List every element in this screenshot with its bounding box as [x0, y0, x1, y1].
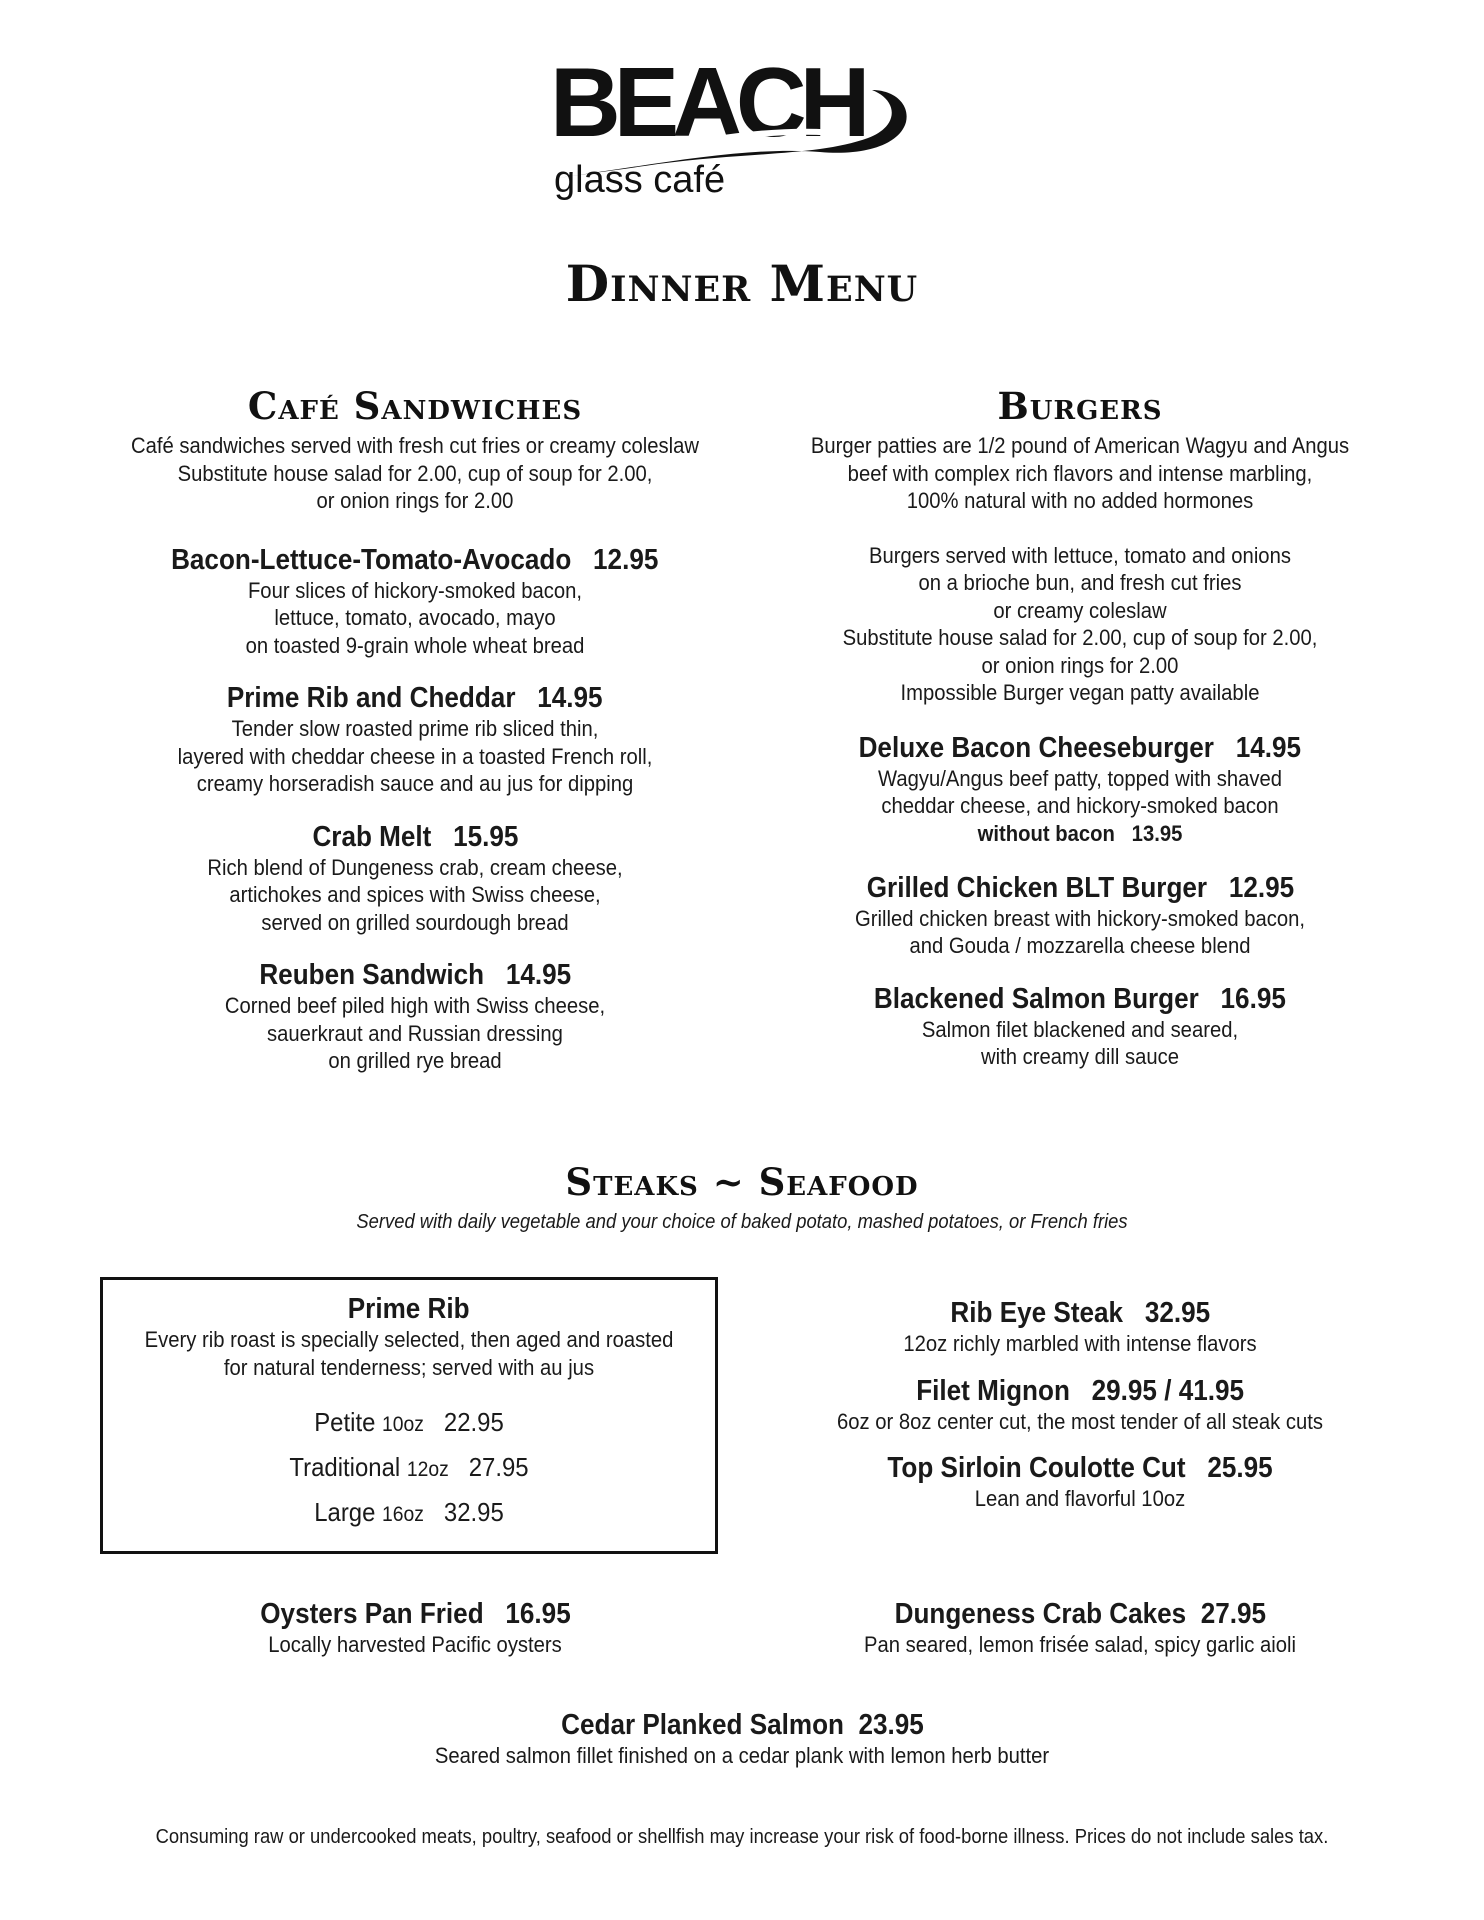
steaks-seafood-note: Served with daily vegetable and your choice of baked potato, mashed potatoes, or French fries	[356, 1211, 1128, 1233]
menu-item-grilled-chicken-blt-burger	[760, 871, 1400, 960]
size-label: Petite	[314, 1407, 376, 1437]
logo-graphic	[548, 60, 928, 210]
beach-glass-cafe-logo	[548, 60, 928, 210]
prime-rib-size-traditional	[127, 1446, 690, 1491]
item-description: 12oz richly marbled with intense flavors	[903, 1331, 1257, 1356]
size-weight: 12oz	[406, 1458, 449, 1481]
cafe-sandwiches-note: Café sandwiches served with fresh cut fries or creamy coleslaw Substitute house salad for 2.00, cup of soup for 2.00, or onion rings for 2.00	[130, 433, 700, 513]
item-name: Cedar Planked Salmon 23.95	[560, 1709, 924, 1741]
prime-rib-box	[100, 1277, 718, 1554]
item-variant-price: without bacon 13.95	[977, 820, 1183, 846]
item-description: Tender slow roasted prime rib sliced thin, layered with cheddar cheese in a toasted French roll, creamy horseradish sauce and au jus for dipping	[177, 716, 653, 796]
item-description: Grilled chicken breast with hickory-smoked bacon, and Gouda / mozzarella cheese blend	[855, 905, 1305, 958]
menu-item-cedar-planked-salmon	[0, 1708, 1484, 1770]
burgers-section	[760, 384, 1400, 1071]
prime-rib-size-petite	[127, 1401, 690, 1446]
item-name: Dungeness Crab Cakes 27.95	[894, 1598, 1266, 1630]
item-description: Corned beef piled high with Swiss cheese, sauerkraut and Russian dressing on grilled rye bread	[224, 993, 606, 1073]
menu-item-crab-cakes	[760, 1597, 1400, 1659]
size-price: 22.95	[443, 1407, 504, 1437]
item-description: 6oz or 8oz center cut, the most tender of all steak cuts	[836, 1408, 1324, 1434]
item-name: Deluxe Bacon Cheeseburger 14.95	[858, 731, 1302, 764]
size-price: 32.95	[443, 1497, 504, 1527]
menu-item-reuben	[90, 958, 740, 1075]
item-description: Salmon filet blackened and seared, with creamy dill sauce	[921, 1016, 1239, 1069]
menu-title: Dinner Menu	[565, 254, 919, 313]
item-name: Rib Eye Steak 32.95	[950, 1297, 1210, 1329]
menu-item-top-sirloin	[760, 1451, 1400, 1513]
item-name: Crab Melt 15.95	[312, 820, 518, 853]
size-label: Traditional	[289, 1452, 401, 1482]
prime-rib-sizes	[103, 1401, 715, 1536]
item-description: Rich blend of Dungeness crab, cream cheese, artichokes and spices with Swiss cheese, served on grilled sourdough bread	[207, 854, 623, 935]
item-description: Locally harvested Pacific oysters	[268, 1632, 562, 1657]
item-description: Seared salmon fillet finished on a cedar plank with lemon herb butter	[434, 1743, 1050, 1768]
logo-wordmark: BEACH	[550, 60, 864, 157]
menu-item-blackened-salmon-burger	[760, 982, 1400, 1071]
item-name: Oysters Pan Fried 16.95	[259, 1598, 571, 1630]
item-name: Bacon-Lettuce-Tomato-Avocado 12.95	[171, 543, 659, 576]
cafe-sandwiches-section	[90, 384, 740, 1075]
menu-item-deluxe-bacon-cheeseburger	[760, 731, 1400, 847]
item-name: Top Sirloin Coulotte Cut 25.95	[887, 1452, 1273, 1484]
steaks-seafood-title: Steaks ~ Seafood	[565, 1160, 919, 1204]
prime-rib-size-large	[127, 1491, 690, 1536]
size-weight: 10oz	[382, 1413, 424, 1436]
size-label: Large	[314, 1497, 376, 1527]
item-name: Grilled Chicken BLT Burger 12.95	[866, 871, 1294, 904]
logo-tagline: glass café	[554, 159, 726, 201]
item-description: Every rib roast is specially selected, then aged and roasted for natural tenderness; served with au jus	[144, 1327, 674, 1380]
item-description: Lean and flavorful 10oz	[974, 1486, 1186, 1511]
item-name: Prime Rib and Cheddar 14.95	[227, 682, 603, 714]
item-name: Filet Mignon 29.95 / 41.95	[916, 1374, 1244, 1407]
food-safety-disclaimer: Consuming raw or undercooked meats, poultry, seafood or shellfish may increase your risk of food-borne illness. Prices do not include sales tax.	[155, 1826, 1329, 1848]
menu-item-oysters	[90, 1597, 740, 1659]
cafe-sandwiches-title: Café Sandwiches	[247, 384, 583, 428]
menu-item-rib-eye-steak	[760, 1296, 1400, 1358]
steaks-list	[760, 1296, 1400, 1513]
item-description: Pan seared, lemon frisée salad, spicy garlic aioli	[864, 1632, 1296, 1657]
item-name: Reuben Sandwich 14.95	[259, 959, 571, 991]
item-name: Blackened Salmon Burger 16.95	[874, 982, 1286, 1015]
burgers-note: Burger patties are 1/2 pound of American Wagyu and Angus beef with complex rich flavors and intense marbling, 100% natural with no added hormones	[810, 433, 1350, 513]
menu-item-prime-rib-cheddar	[90, 681, 740, 798]
menu-item-crab-melt	[90, 820, 740, 937]
size-weight: 16oz	[382, 1503, 424, 1526]
item-description: Wagyu/Angus beef patty, topped with shaved cheddar cheese, and hickory-smoked bacon	[878, 765, 1282, 818]
menu-item-blta	[90, 543, 740, 660]
burgers-title: Burgers	[997, 384, 1163, 428]
item-description: Four slices of hickory-smoked bacon, lettuce, tomato, avocado, mayo on toasted 9-grain whole wheat bread	[245, 577, 585, 658]
burgers-serving-note: Burgers served with lettuce, tomato and onions on a brioche bun, and fresh cut fries or creamy coleslaw Substitute house salad for 2.00, cup of soup for 2.00, or onion rings for 2.00 Impossible Burger vegan patty available	[842, 542, 1318, 705]
menu-item-filet-mignon	[760, 1374, 1400, 1436]
item-name: Prime Rib	[348, 1293, 470, 1325]
size-price: 27.95	[468, 1452, 529, 1482]
